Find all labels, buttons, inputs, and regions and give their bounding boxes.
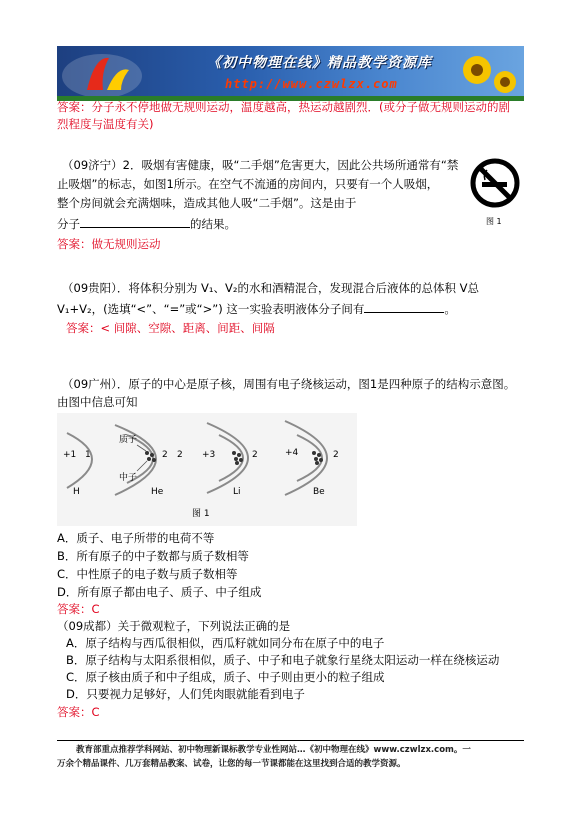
proton-label: 质子 bbox=[119, 435, 138, 445]
q1-answer: 答案：做无规则运动 bbox=[57, 237, 161, 251]
q2-blank[interactable] bbox=[364, 300, 444, 313]
q1-figure-label: 图 1 bbox=[486, 217, 502, 226]
q1-line4-suffix: 的结果。 bbox=[190, 217, 236, 231]
q3-line1: （09广州）．原子的中心是原子核，周围有电子绕核运动，图1是四种原子的结构示意图。 bbox=[62, 377, 516, 391]
footer-divider bbox=[57, 740, 524, 741]
banner-title: 《初中物理在线》精品教学资源库 bbox=[207, 55, 432, 71]
q3-option-d: D．所有原子都由电子、质子、中子组成 bbox=[57, 585, 262, 599]
q2-line2-text: V₁+V₂，(选填“<”、“=”或“>”) 这一实验表明液体分子间有 bbox=[57, 302, 365, 316]
q3-option-a: A．质子、电子所带的电荷不等 bbox=[57, 531, 215, 545]
q4-option-d: D．只要视力足够好，人们凭肉眼就能看到电子 bbox=[66, 687, 305, 701]
atom-he-shell-count-1: 2 bbox=[162, 450, 168, 460]
atom-be-shell-count: 2 bbox=[333, 450, 339, 460]
q3-option-b: B．所有原子的中子数都与质子数相等 bbox=[57, 549, 249, 563]
q1-blank[interactable] bbox=[80, 215, 190, 228]
q1-line4 bbox=[57, 215, 236, 233]
q2-answer: 答案：< 间隙、空隙、距离、间距、间隔 bbox=[66, 321, 275, 335]
q1-line4-prefix: 分子 bbox=[57, 217, 80, 231]
q3-option-c: C．中性原子的电子数与质子数相等 bbox=[57, 567, 238, 581]
q3-answer: 答案：C bbox=[57, 602, 100, 616]
answer-prev-line2: 烈程度与温度有关) bbox=[57, 117, 154, 131]
atom-figure bbox=[57, 413, 357, 526]
q3-line2: 由图中信息可知 bbox=[57, 395, 138, 409]
atom-he-shell-count-2: 2 bbox=[177, 450, 183, 460]
atom-h-charge: +1 bbox=[63, 450, 77, 460]
neutron-label: 中子 bbox=[119, 473, 138, 483]
atom-h-name: H bbox=[73, 487, 80, 497]
q1-line2: 止吸烟”的标志，如图1所示。在空气不流通的房间内，只要有一个人吸烟， bbox=[57, 177, 439, 191]
atom-figure-caption: 图 1 bbox=[192, 509, 210, 519]
q2-line2 bbox=[57, 300, 456, 318]
no-smoking-icon bbox=[470, 158, 520, 208]
q2-line1: （09贵阳）．将体积分别为 V₁、V₂的水和酒精混合，发现混合后液体的总体积 V总 bbox=[62, 281, 480, 295]
q1-line3: 整个房间就会充满烟味，造成其他人吸“二手烟”。这是由于 bbox=[57, 196, 357, 210]
q4-option-c: C．原子核由质子和中子组成，质子、中子则由更小的粒子组成 bbox=[66, 670, 385, 684]
q2-line2-end: 。 bbox=[444, 302, 456, 316]
header-banner bbox=[57, 46, 524, 101]
atom-li-charge: +3 bbox=[202, 450, 216, 460]
atom-h-shell-count: 1 bbox=[85, 450, 91, 460]
answer-prev-line1: 答案：分子永不停地做无规则运动，温度越高，热运动越剧烈．(或分子做无规则运动的剧 bbox=[57, 100, 510, 114]
footer-line1: 教育部重点推荐学科网站、初中物理新课标教学专业性网站…《初中物理在线》www.czwlzx.com。一 bbox=[76, 745, 471, 755]
q4-option-b: B．原子结构与太阳系很相似，质子、中子和电子就象行星绕太阳运动一样在绕核运动 bbox=[66, 653, 500, 667]
footer-line2: 万余个精品课件、几万套精品教案、试卷，让您的每一节课都能在这里找到合适的教学资源。 bbox=[57, 759, 406, 769]
atom-li-name: Li bbox=[233, 487, 241, 497]
banner-url[interactable]: http://www.czwlzx.com bbox=[225, 77, 398, 91]
atom-be-name: Be bbox=[313, 487, 325, 497]
q1-line1: （09济宁）2．吸烟有害健康，吸“二手烟”危害更大，因此公共场所通常有“禁 bbox=[62, 158, 459, 172]
q4-answer: 答案：C bbox=[57, 705, 100, 719]
q4-stem: （09成都）关于微观粒子，下列说法正确的是 bbox=[57, 619, 291, 633]
atom-li-shell-count: 2 bbox=[252, 450, 258, 460]
atom-be-charge: +4 bbox=[285, 448, 299, 458]
q4-option-a: A．原子结构与西瓜很相似，西瓜籽就如同分布在原子中的电子 bbox=[66, 636, 385, 650]
atom-he-name: He bbox=[151, 487, 164, 497]
